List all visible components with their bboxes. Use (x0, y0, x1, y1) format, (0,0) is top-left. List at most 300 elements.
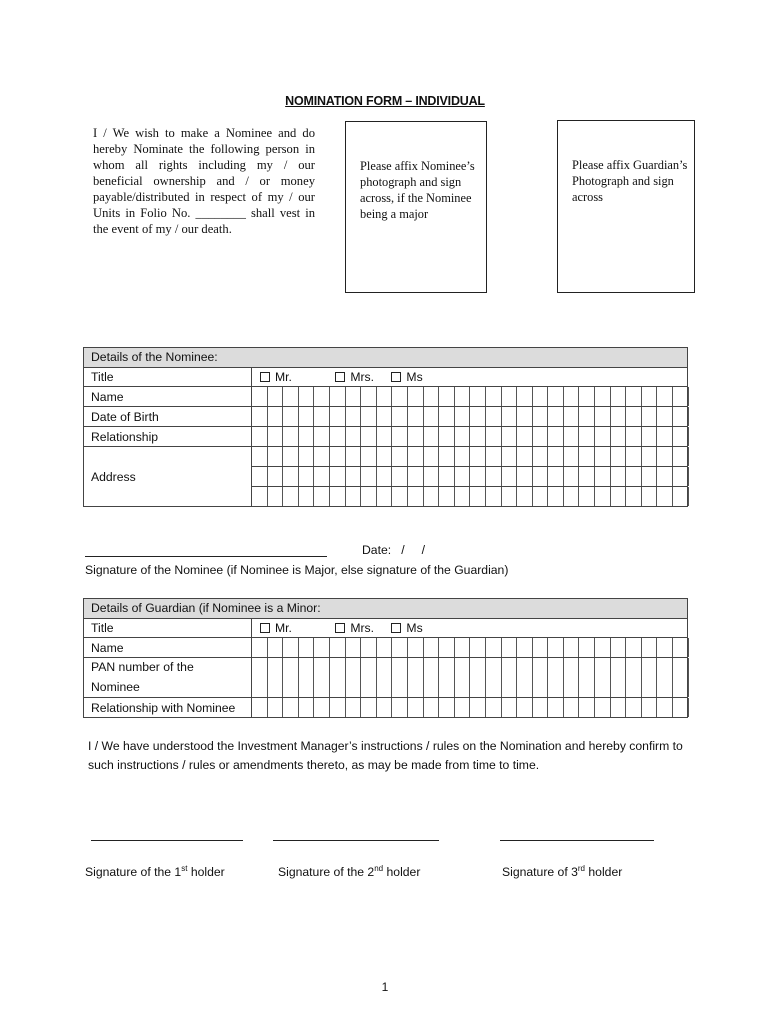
char-box[interactable] (377, 658, 393, 697)
char-box[interactable] (346, 427, 362, 446)
char-box[interactable] (346, 447, 362, 466)
char-box[interactable] (579, 698, 595, 717)
nominee-mrs-option[interactable]: Mrs. (335, 370, 374, 384)
nominee-signature-caption: Signature of the Nominee (if Nominee is Major, else signature of the Guardian) (85, 563, 509, 577)
char-box[interactable] (564, 427, 580, 446)
char-box[interactable] (579, 467, 595, 486)
char-box[interactable] (377, 447, 393, 466)
char-box[interactable] (657, 658, 673, 697)
char-box[interactable] (502, 658, 518, 697)
char-box[interactable] (611, 387, 627, 406)
char-box[interactable] (626, 467, 642, 486)
checkbox-icon[interactable] (260, 623, 270, 633)
char-box[interactable] (424, 387, 440, 406)
char-box[interactable] (611, 447, 627, 466)
char-box[interactable] (517, 487, 533, 506)
guardian-pan-label: PAN number of the Nominee (84, 658, 252, 698)
char-box[interactable] (470, 407, 486, 426)
char-box[interactable] (392, 638, 408, 657)
char-box[interactable] (517, 698, 533, 717)
char-box[interactable] (361, 658, 377, 697)
holder3-signature-line[interactable] (500, 840, 654, 841)
char-box[interactable] (252, 658, 268, 697)
char-box[interactable] (408, 407, 424, 426)
char-box[interactable] (314, 447, 330, 466)
char-box[interactable] (252, 407, 268, 426)
holder1-signature-line[interactable] (91, 840, 243, 841)
char-box[interactable] (377, 427, 393, 446)
char-box[interactable] (611, 658, 627, 697)
char-box[interactable] (299, 387, 315, 406)
char-box[interactable] (611, 487, 627, 506)
char-box[interactable] (564, 658, 580, 697)
char-box[interactable] (626, 698, 642, 717)
checkbox-icon[interactable] (335, 372, 345, 382)
char-box[interactable] (361, 387, 377, 406)
char-box[interactable] (611, 467, 627, 486)
nominee-relationship-row (84, 427, 688, 447)
char-box[interactable] (252, 427, 268, 446)
char-box[interactable] (252, 638, 268, 657)
char-box[interactable] (424, 638, 440, 657)
char-box[interactable] (486, 487, 502, 506)
char-box[interactable] (533, 387, 549, 406)
char-box[interactable] (673, 387, 689, 406)
char-box[interactable] (299, 658, 315, 697)
char-box[interactable] (486, 658, 502, 697)
char-box[interactable] (314, 387, 330, 406)
char-box[interactable] (470, 658, 486, 697)
char-box[interactable] (439, 427, 455, 446)
char-box[interactable] (673, 487, 689, 506)
char-box[interactable] (314, 487, 330, 506)
char-box[interactable] (346, 658, 362, 697)
char-box[interactable] (626, 407, 642, 426)
char-box[interactable] (626, 427, 642, 446)
char-box[interactable] (392, 387, 408, 406)
nominee-header: Details of the Nominee: (84, 348, 688, 368)
char-box[interactable] (283, 407, 299, 426)
guardian-name-cells[interactable] (252, 638, 687, 657)
char-box[interactable] (283, 447, 299, 466)
guardian-pan-row (84, 658, 688, 698)
char-box[interactable] (595, 467, 611, 486)
char-box[interactable] (455, 698, 471, 717)
char-box[interactable] (470, 387, 486, 406)
char-box[interactable] (517, 658, 533, 697)
char-box[interactable] (470, 638, 486, 657)
char-box[interactable] (314, 407, 330, 426)
checkbox-icon[interactable] (260, 372, 270, 382)
char-box[interactable] (657, 698, 673, 717)
holder2-signature-line[interactable] (273, 840, 439, 841)
nominee-address-cells[interactable] (252, 467, 687, 486)
guardian-pan-cells[interactable] (252, 658, 687, 697)
char-box[interactable] (408, 447, 424, 466)
char-box[interactable] (533, 407, 549, 426)
char-box[interactable] (439, 658, 455, 697)
nominee-address-cells[interactable] (252, 487, 687, 506)
char-box[interactable] (486, 407, 502, 426)
char-box[interactable] (424, 407, 440, 426)
char-box[interactable] (314, 467, 330, 486)
char-box[interactable] (455, 487, 471, 506)
char-box[interactable] (626, 387, 642, 406)
nominee-name-label: Name (84, 387, 252, 407)
char-box[interactable] (533, 638, 549, 657)
char-box[interactable] (330, 467, 346, 486)
checkbox-icon[interactable] (335, 623, 345, 633)
guardian-header-row (84, 599, 688, 619)
char-box[interactable] (299, 407, 315, 426)
char-box[interactable] (533, 467, 549, 486)
nominee-relationship-cells[interactable] (252, 427, 687, 446)
page-number: 1 (381, 980, 389, 994)
char-box[interactable] (252, 447, 268, 466)
char-box[interactable] (673, 447, 689, 466)
char-box[interactable] (361, 407, 377, 426)
char-box[interactable] (283, 427, 299, 446)
char-box[interactable] (314, 638, 330, 657)
char-box[interactable] (268, 467, 284, 486)
char-box[interactable] (533, 698, 549, 717)
char-box[interactable] (548, 698, 564, 717)
char-box[interactable] (252, 387, 268, 406)
char-box[interactable] (314, 698, 330, 717)
char-box[interactable] (424, 487, 440, 506)
char-box[interactable] (346, 467, 362, 486)
char-box[interactable] (299, 427, 315, 446)
char-box[interactable] (579, 387, 595, 406)
char-box[interactable] (517, 638, 533, 657)
char-box[interactable] (330, 427, 346, 446)
char-box[interactable] (283, 698, 299, 717)
char-box[interactable] (673, 467, 689, 486)
char-box[interactable] (268, 427, 284, 446)
checkbox-icon[interactable] (391, 623, 401, 633)
guardian-name-label: Name (84, 638, 252, 658)
char-box[interactable] (392, 407, 408, 426)
char-box[interactable] (361, 427, 377, 446)
char-box[interactable] (439, 638, 455, 657)
char-box[interactable] (439, 447, 455, 466)
char-box[interactable] (455, 658, 471, 697)
char-box[interactable] (299, 467, 315, 486)
char-box[interactable] (548, 427, 564, 446)
char-box[interactable] (564, 387, 580, 406)
char-box[interactable] (579, 447, 595, 466)
char-box[interactable] (564, 447, 580, 466)
char-box[interactable] (564, 467, 580, 486)
char-box[interactable] (408, 387, 424, 406)
char-box[interactable] (283, 467, 299, 486)
char-box[interactable] (642, 638, 658, 657)
nominee-address-row (84, 447, 688, 467)
char-box[interactable] (424, 447, 440, 466)
char-box[interactable] (346, 638, 362, 657)
char-box[interactable] (611, 427, 627, 446)
char-box[interactable] (533, 487, 549, 506)
char-box[interactable] (626, 638, 642, 657)
holder2-signature-caption: Signature of the 2nd holder (278, 864, 421, 880)
char-box[interactable] (486, 387, 502, 406)
char-box[interactable] (626, 658, 642, 697)
char-box[interactable] (439, 467, 455, 486)
guardian-mr-option[interactable]: Mr. (260, 621, 292, 635)
char-box[interactable] (361, 487, 377, 506)
char-box[interactable] (595, 487, 611, 506)
char-box[interactable] (673, 698, 689, 717)
char-box[interactable] (642, 387, 658, 406)
char-box[interactable] (268, 638, 284, 657)
char-box[interactable] (657, 387, 673, 406)
char-box[interactable] (455, 638, 471, 657)
char-box[interactable] (517, 467, 533, 486)
char-box[interactable] (268, 387, 284, 406)
char-box[interactable] (283, 658, 299, 697)
char-box[interactable] (299, 638, 315, 657)
char-box[interactable] (548, 487, 564, 506)
nominee-signature-line[interactable] (85, 556, 327, 557)
char-box[interactable] (502, 427, 518, 446)
declaration-text: I / We have understood the Investment Manager’s instructions / rules on the Nomination and hereby confirm to such instructions / rules or amendments thereto, as may be made from time to time. (88, 739, 683, 772)
char-box[interactable] (377, 638, 393, 657)
char-box[interactable] (579, 638, 595, 657)
char-box[interactable] (595, 407, 611, 426)
char-box[interactable] (517, 387, 533, 406)
char-box[interactable] (268, 487, 284, 506)
char-box[interactable] (673, 638, 689, 657)
nominee-photo-instructions: Please affix Nominee’s photograph and sign across, if the Nominee being a major (360, 159, 475, 221)
char-box[interactable] (502, 487, 518, 506)
nominee-name-cells[interactable] (252, 387, 687, 406)
char-box[interactable] (299, 487, 315, 506)
char-box[interactable] (502, 467, 518, 486)
char-box[interactable] (595, 387, 611, 406)
char-box[interactable] (408, 698, 424, 717)
nomination-statement: I / We wish to make a Nominee and do hereby Nominate the following person in whom all rights including my / our beneficial ownership and / or money payable/distributed in respect of my / our Units in Folio No. ________ shall vest in the event of my / our death. (93, 126, 315, 236)
char-box[interactable] (361, 698, 377, 717)
char-box[interactable] (564, 407, 580, 426)
char-box[interactable] (455, 387, 471, 406)
char-box[interactable] (408, 638, 424, 657)
char-box[interactable] (486, 467, 502, 486)
char-box[interactable] (330, 658, 346, 697)
nominee-address-cells[interactable] (252, 447, 687, 466)
char-box[interactable] (579, 427, 595, 446)
char-box[interactable] (657, 638, 673, 657)
char-box[interactable] (517, 447, 533, 466)
char-box[interactable] (392, 427, 408, 446)
char-box[interactable] (361, 467, 377, 486)
char-box[interactable] (299, 447, 315, 466)
nominee-details-table (83, 347, 688, 507)
char-box[interactable] (657, 407, 673, 426)
char-box[interactable] (517, 427, 533, 446)
guardian-name-row (84, 638, 688, 658)
char-box[interactable] (408, 658, 424, 697)
char-box[interactable] (252, 698, 268, 717)
char-box[interactable] (268, 447, 284, 466)
char-box[interactable] (642, 447, 658, 466)
char-box[interactable] (673, 658, 689, 697)
char-box[interactable] (502, 407, 518, 426)
char-box[interactable] (626, 447, 642, 466)
char-box[interactable] (346, 407, 362, 426)
guardian-ms-option[interactable]: Ms (391, 621, 422, 635)
char-box[interactable] (330, 698, 346, 717)
char-box[interactable] (268, 698, 284, 717)
char-box[interactable] (579, 658, 595, 697)
nominee-ms-option[interactable]: Ms (391, 370, 422, 384)
char-box[interactable] (377, 487, 393, 506)
nominee-photo-box (345, 121, 487, 293)
char-box[interactable] (486, 447, 502, 466)
char-box[interactable] (346, 387, 362, 406)
char-box[interactable] (299, 698, 315, 717)
char-box[interactable] (642, 467, 658, 486)
char-box[interactable] (283, 487, 299, 506)
char-box[interactable] (424, 698, 440, 717)
char-box[interactable] (392, 658, 408, 697)
char-box[interactable] (517, 407, 533, 426)
char-box[interactable] (330, 487, 346, 506)
char-box[interactable] (657, 467, 673, 486)
char-box[interactable] (439, 407, 455, 426)
guardian-mrs-option[interactable]: Mrs. (335, 621, 374, 635)
char-box[interactable] (548, 387, 564, 406)
char-box[interactable] (439, 698, 455, 717)
char-box[interactable] (470, 487, 486, 506)
char-box[interactable] (673, 407, 689, 426)
char-box[interactable] (642, 487, 658, 506)
char-box[interactable] (377, 407, 393, 426)
char-box[interactable] (346, 487, 362, 506)
char-box[interactable] (533, 658, 549, 697)
char-box[interactable] (611, 698, 627, 717)
form-title: NOMINATION FORM – INDIVIDUAL (285, 94, 485, 108)
char-box[interactable] (564, 638, 580, 657)
char-box[interactable] (642, 698, 658, 717)
char-box[interactable] (595, 427, 611, 446)
char-box[interactable] (283, 638, 299, 657)
char-box[interactable] (455, 427, 471, 446)
char-box[interactable] (470, 698, 486, 717)
char-box[interactable] (486, 427, 502, 446)
char-box[interactable] (579, 487, 595, 506)
char-box[interactable] (361, 638, 377, 657)
char-box[interactable] (455, 447, 471, 466)
char-box[interactable] (330, 638, 346, 657)
char-box[interactable] (314, 658, 330, 697)
char-box[interactable] (595, 638, 611, 657)
char-box[interactable] (533, 447, 549, 466)
char-box[interactable] (548, 407, 564, 426)
char-box[interactable] (455, 407, 471, 426)
char-box[interactable] (657, 487, 673, 506)
char-box[interactable] (377, 698, 393, 717)
char-box[interactable] (330, 407, 346, 426)
char-box[interactable] (314, 427, 330, 446)
char-box[interactable] (408, 427, 424, 446)
char-box[interactable] (486, 638, 502, 657)
char-box[interactable] (579, 407, 595, 426)
guardian-relationship-row (84, 698, 688, 718)
char-box[interactable] (252, 487, 268, 506)
char-box[interactable] (502, 638, 518, 657)
nominee-dob-cells[interactable] (252, 407, 687, 426)
char-box[interactable] (283, 387, 299, 406)
char-box[interactable] (611, 638, 627, 657)
char-box[interactable] (424, 658, 440, 697)
nominee-header-row (84, 348, 688, 368)
char-box[interactable] (470, 427, 486, 446)
char-box[interactable] (361, 447, 377, 466)
char-box[interactable] (330, 447, 346, 466)
char-box[interactable] (268, 407, 284, 426)
char-box[interactable] (377, 467, 393, 486)
char-box[interactable] (502, 387, 518, 406)
char-box[interactable] (392, 698, 408, 717)
char-box[interactable] (439, 487, 455, 506)
char-box[interactable] (502, 447, 518, 466)
char-box[interactable] (377, 387, 393, 406)
char-box[interactable] (595, 447, 611, 466)
date-field[interactable]: Date: / / (362, 543, 425, 557)
char-box[interactable] (657, 427, 673, 446)
char-box[interactable] (564, 698, 580, 717)
char-box[interactable] (392, 467, 408, 486)
char-box[interactable] (424, 467, 440, 486)
char-box[interactable] (486, 698, 502, 717)
char-box[interactable] (470, 467, 486, 486)
char-box[interactable] (392, 487, 408, 506)
char-box[interactable] (424, 427, 440, 446)
char-box[interactable] (346, 698, 362, 717)
char-box[interactable] (439, 387, 455, 406)
char-box[interactable] (564, 487, 580, 506)
char-box[interactable] (626, 487, 642, 506)
guardian-relationship-cells[interactable] (252, 698, 687, 717)
char-box[interactable] (657, 447, 673, 466)
char-box[interactable] (408, 467, 424, 486)
char-box[interactable] (268, 658, 284, 697)
char-box[interactable] (548, 658, 564, 697)
guardian-title-row (84, 618, 688, 638)
char-box[interactable] (502, 698, 518, 717)
checkbox-icon[interactable] (391, 372, 401, 382)
char-box[interactable] (642, 407, 658, 426)
char-box[interactable] (548, 447, 564, 466)
char-box[interactable] (470, 447, 486, 466)
char-box[interactable] (392, 447, 408, 466)
nominee-mr-option[interactable]: Mr. (260, 370, 292, 384)
char-box[interactable] (252, 467, 268, 486)
char-box[interactable] (548, 638, 564, 657)
char-box[interactable] (611, 407, 627, 426)
char-box[interactable] (642, 427, 658, 446)
char-box[interactable] (673, 427, 689, 446)
char-box[interactable] (455, 467, 471, 486)
char-box[interactable] (533, 427, 549, 446)
char-box[interactable] (642, 658, 658, 697)
char-box[interactable] (595, 658, 611, 697)
char-box[interactable] (330, 387, 346, 406)
char-box[interactable] (408, 487, 424, 506)
char-box[interactable] (595, 698, 611, 717)
char-box[interactable] (548, 467, 564, 486)
nominee-title-label: Title (84, 367, 252, 387)
